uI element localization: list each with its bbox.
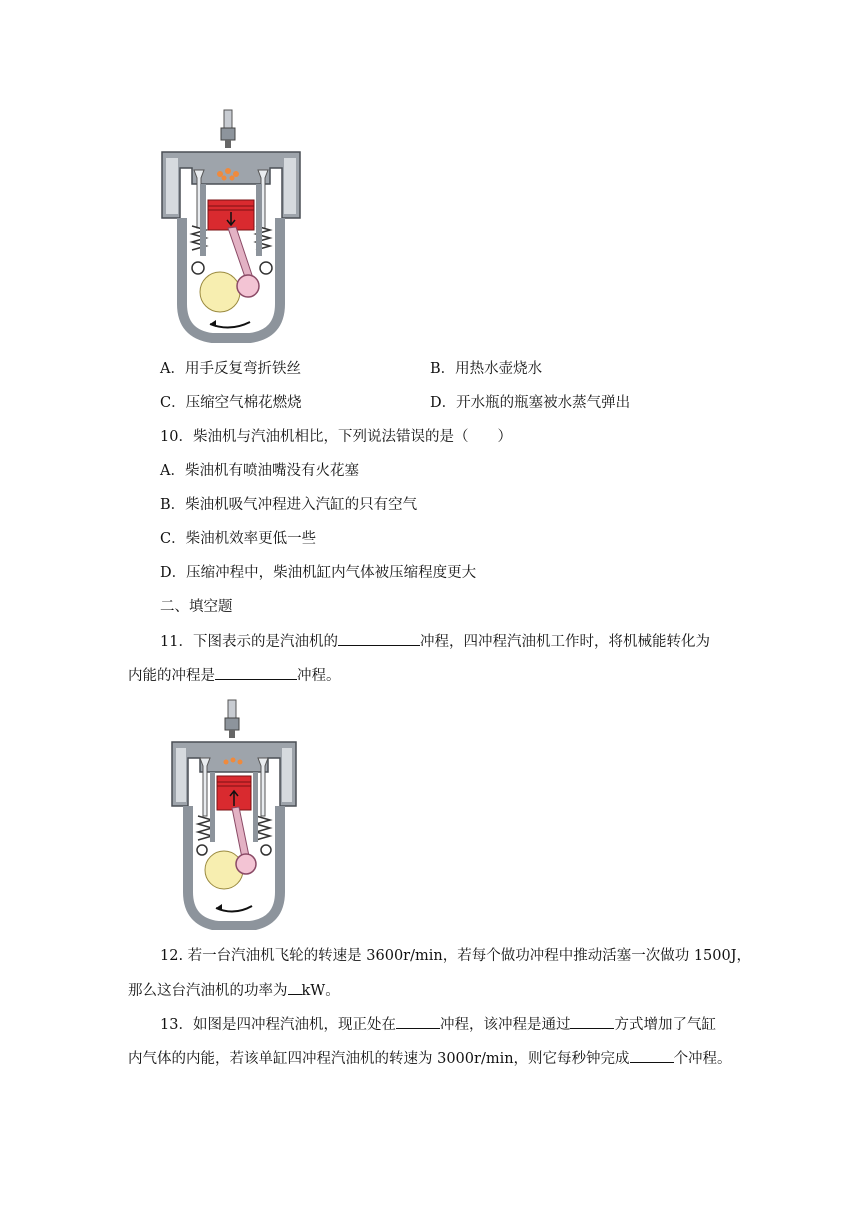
q13-line-2 xyxy=(128,1048,732,1069)
q12-line-1: 12. 若一台汽油机飞轮的转速是 3600r/min，若每个做功冲程中推动活塞一次做功 1500J， xyxy=(160,948,752,964)
q13-text-1: 13．如图是四冲程汽油机，现正处在 xyxy=(160,1017,396,1033)
q12-text-2: kW。 xyxy=(301,983,340,999)
q12-blank[interactable] xyxy=(288,980,302,995)
q10-option-b: B．柴油机吸气冲程进入汽缸的只有空气 xyxy=(160,497,418,513)
q11-line-1 xyxy=(160,631,710,652)
q11-line-2 xyxy=(128,665,341,686)
q13-text-4: 内气体的内能，若该单缸四冲程汽油机的转速为 3000r/min，则它每秒钟完成 xyxy=(128,1051,630,1067)
q11-blank-1[interactable] xyxy=(338,631,420,646)
q10-option-d: D．压缩冲程中，柴油机缸内气体被压缩程度更大 xyxy=(160,565,477,581)
q10-stem: 10．柴油机与汽油机相比，下列说法错误的是（ ） xyxy=(160,429,512,445)
q13-blank-1[interactable] xyxy=(396,1014,440,1029)
section-heading-fill-in: 二、填空题 xyxy=(160,599,233,615)
q13-text-3: 方式增加了气缸 xyxy=(614,1017,716,1033)
q13-text-5: 个冲程。 xyxy=(673,1051,732,1067)
q11-text-1: 11．下图表示的是汽油机的 xyxy=(160,634,338,650)
q11-text-2: 冲程，四冲程汽油机工作时，将机械能转化为 xyxy=(419,634,710,650)
q13-blank-3[interactable] xyxy=(630,1048,674,1063)
q11-text-3: 内能的冲程是 xyxy=(128,668,215,684)
q11-blank-2[interactable] xyxy=(215,665,297,680)
q9-option-d: D．开水瓶的瓶塞被水蒸气弹出 xyxy=(430,395,631,411)
q13-blank-2[interactable] xyxy=(570,1014,614,1029)
engine-diagram-1 xyxy=(158,108,304,344)
q13-line-1 xyxy=(160,1014,716,1035)
q12-line-2 xyxy=(128,980,340,1001)
engine-diagram-2 xyxy=(170,698,298,930)
q9-option-b: B．用热水壶烧水 xyxy=(430,361,543,377)
q9-option-c: C．压缩空气棉花燃烧 xyxy=(160,395,302,411)
q11-text-4: 冲程。 xyxy=(297,668,341,684)
q12-text-1: 那么这台汽油机的功率为 xyxy=(128,983,288,999)
q10-option-a: A．柴油机有喷油嘴没有火花塞 xyxy=(160,463,359,479)
q10-option-c: C．柴油机效率更低一些 xyxy=(160,531,317,547)
q9-option-a: A．用手反复弯折铁丝 xyxy=(160,361,301,377)
q13-text-2: 冲程，该冲程是通过 xyxy=(439,1017,571,1033)
